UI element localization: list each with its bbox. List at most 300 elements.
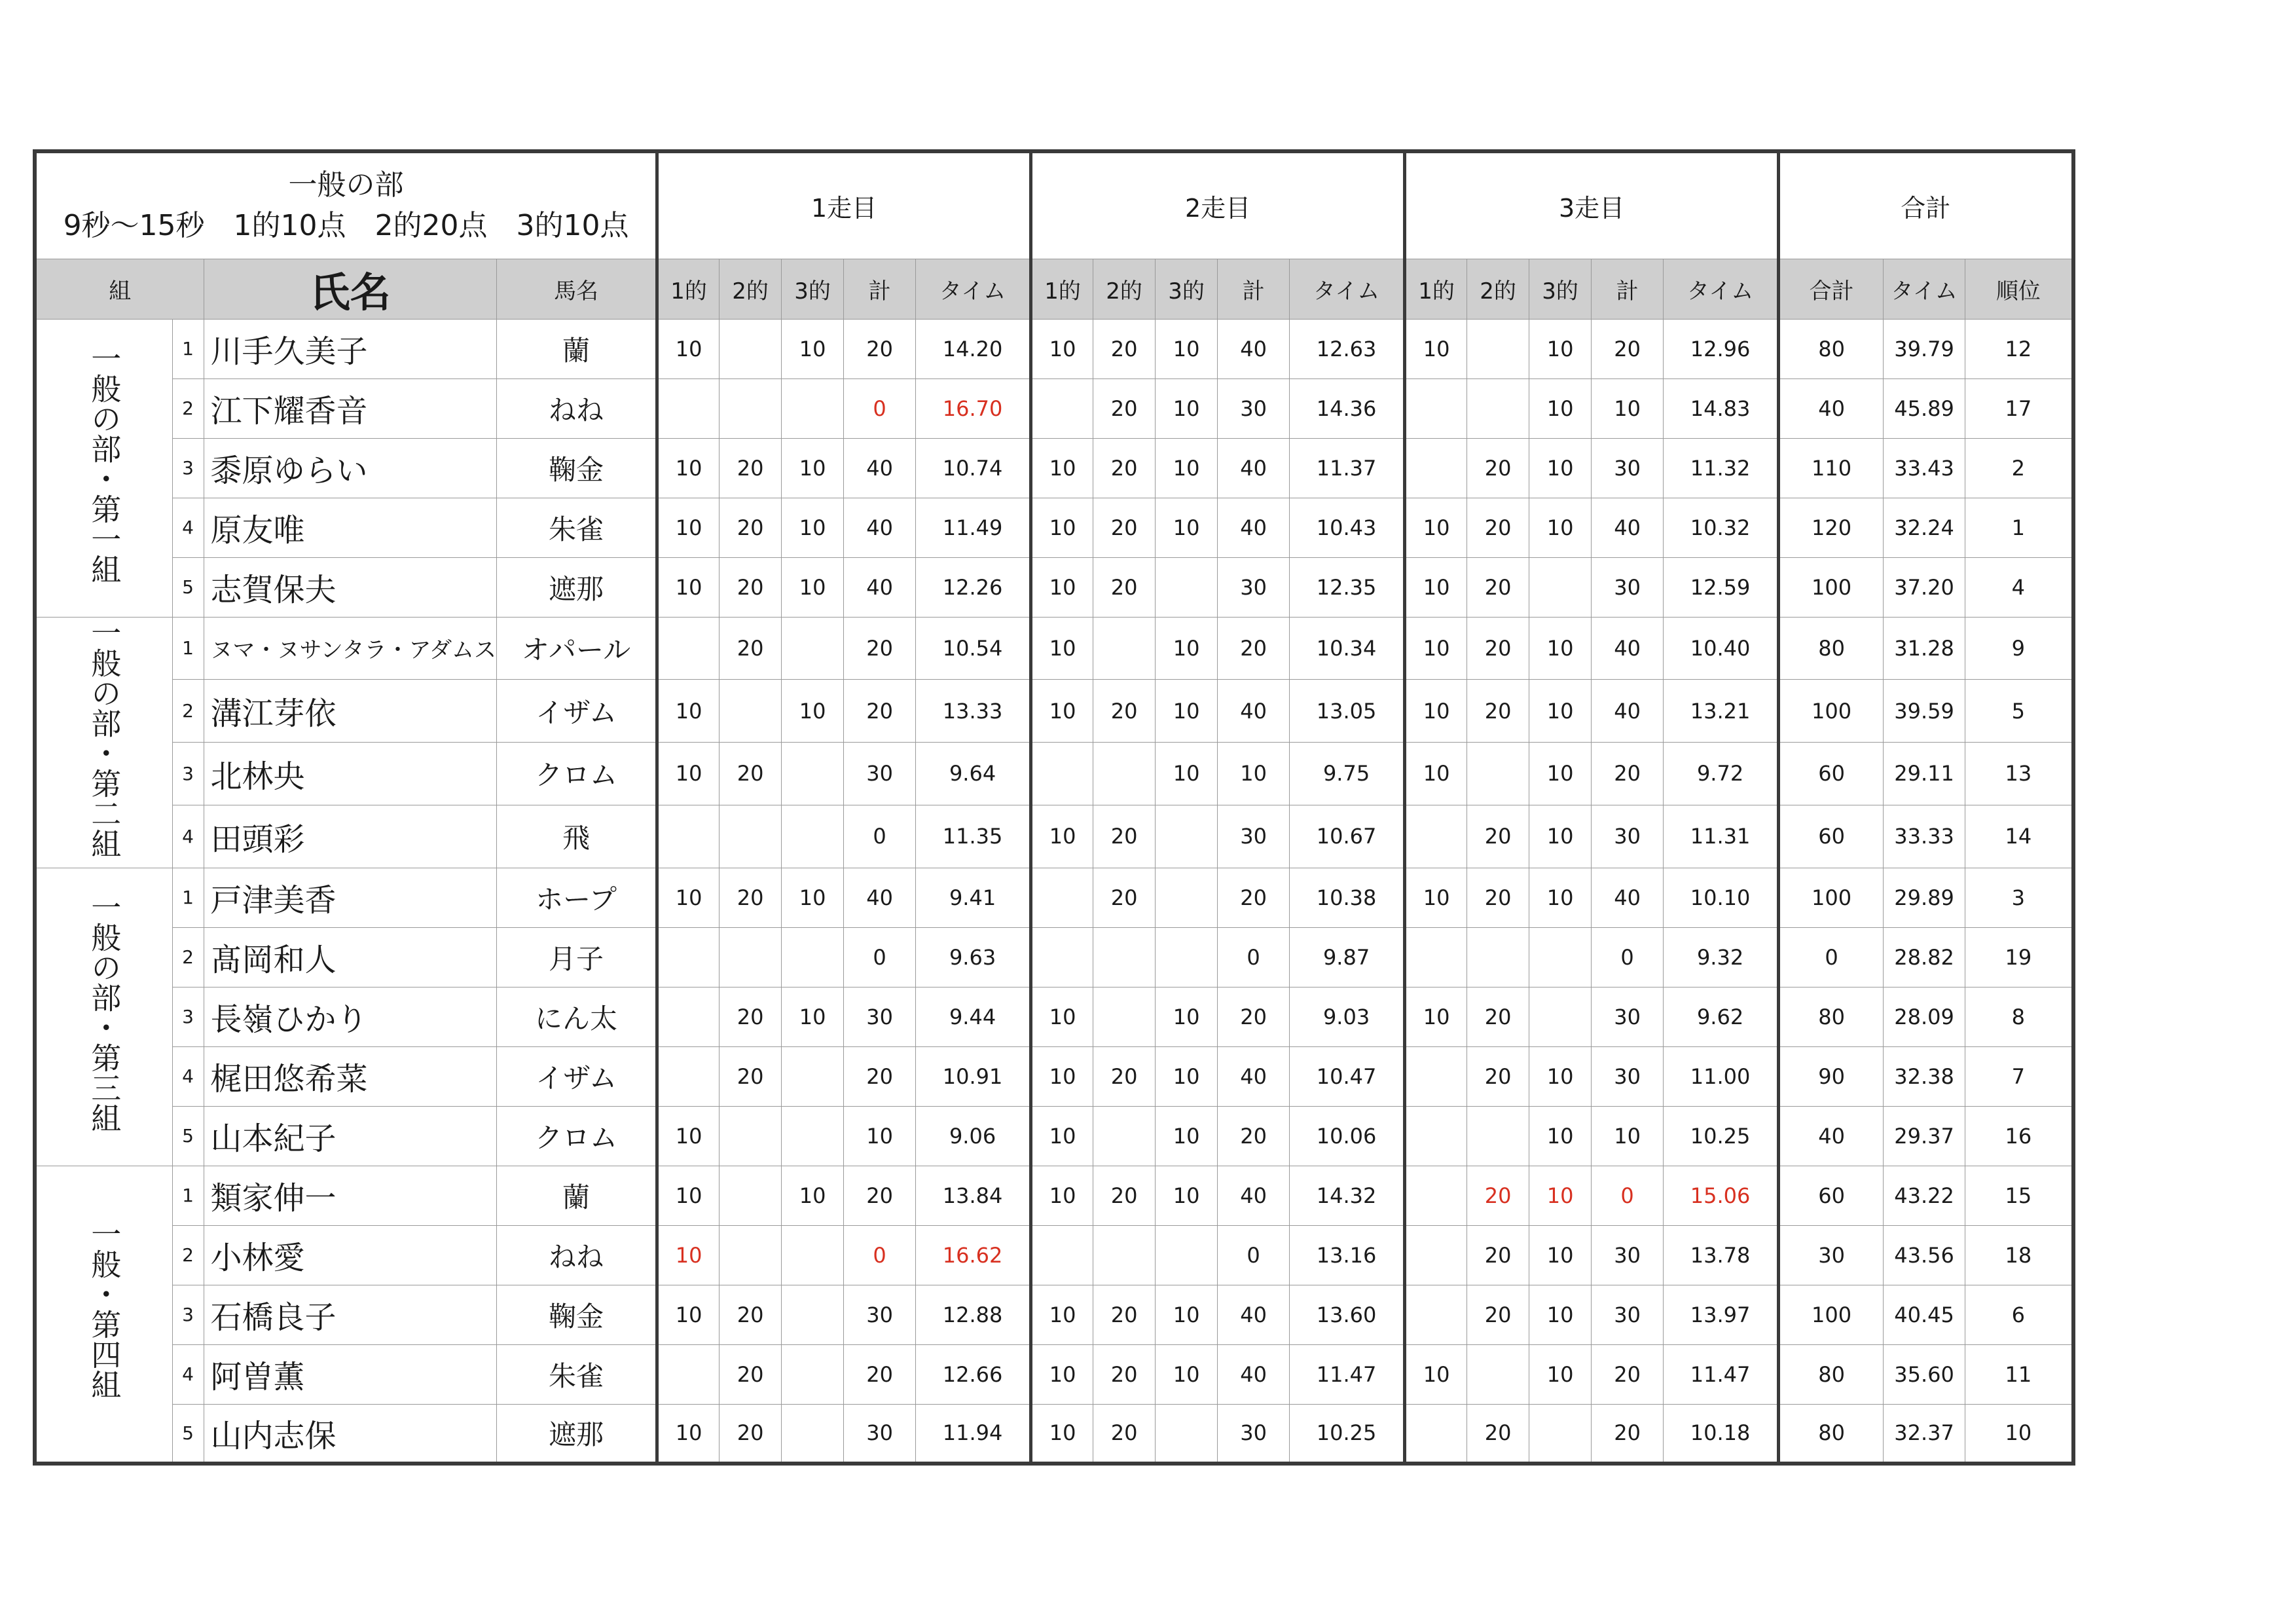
- r1-t1: 10: [657, 1285, 720, 1344]
- run3-header: 3走目: [1405, 151, 1779, 259]
- table-row: [35, 805, 2073, 868]
- r3-t1: [1405, 378, 1467, 438]
- r2-t2: [1093, 1106, 1156, 1166]
- r2-t1: [1031, 743, 1093, 805]
- r2-sum: 30: [1218, 1404, 1290, 1464]
- col-r2-t3: 3的: [1156, 259, 1218, 319]
- r3-sum: 40: [1592, 868, 1664, 927]
- r2-t2: 20: [1093, 680, 1156, 743]
- r1-t2: [720, 805, 782, 868]
- rider-name: 田頭彩: [204, 805, 497, 868]
- rider-name: 志賀保夫: [204, 557, 497, 617]
- table-row: [35, 617, 2073, 680]
- r2-time: 9.87: [1290, 927, 1405, 987]
- r3-t3: 10: [1529, 1225, 1592, 1285]
- r3-t1: 10: [1405, 743, 1467, 805]
- rank: 2: [1965, 438, 2073, 498]
- row-number: 4: [172, 1046, 204, 1106]
- r1-t1: 10: [657, 1225, 720, 1285]
- total-time: 29.11: [1884, 743, 1965, 805]
- row-number: 3: [172, 1285, 204, 1344]
- r3-t2: 20: [1467, 1404, 1529, 1464]
- r1-t2: 20: [720, 1046, 782, 1106]
- col-group: 組: [35, 259, 204, 319]
- r2-t1: 10: [1031, 987, 1093, 1046]
- r2-t2: 20: [1093, 1166, 1156, 1225]
- table-row: [35, 378, 2073, 438]
- r1-t2: 20: [720, 617, 782, 680]
- r1-time: 9.41: [916, 868, 1031, 927]
- r1-t3: 10: [782, 498, 844, 557]
- r1-t2: 20: [720, 438, 782, 498]
- r3-time: 10.40: [1664, 617, 1779, 680]
- rank: 3: [1965, 868, 2073, 927]
- r1-t3: 10: [782, 1166, 844, 1225]
- r2-sum: 20: [1218, 617, 1290, 680]
- r1-t2: 20: [720, 868, 782, 927]
- table-row: [35, 1285, 2073, 1344]
- r2-time: 10.34: [1290, 617, 1405, 680]
- r1-sum: 30: [844, 1404, 916, 1464]
- r2-t1: 10: [1031, 805, 1093, 868]
- r2-t1: 10: [1031, 1285, 1093, 1344]
- rank: 13: [1965, 743, 2073, 805]
- r3-t1: [1405, 1166, 1467, 1225]
- total-time: 45.89: [1884, 378, 1965, 438]
- r1-t1: [657, 1046, 720, 1106]
- row-number: 1: [172, 319, 204, 378]
- group-label-text: 一般・第四組: [86, 1219, 122, 1400]
- horse-name: 朱雀: [497, 1344, 657, 1404]
- r2-t2: 20: [1093, 438, 1156, 498]
- r3-t2: 20: [1467, 1285, 1529, 1344]
- row-number: 1: [172, 868, 204, 927]
- table-row: [35, 1404, 2073, 1464]
- r2-time: 12.63: [1290, 319, 1405, 378]
- r2-t2: [1093, 743, 1156, 805]
- r2-sum: 20: [1218, 987, 1290, 1046]
- r3-t3: [1529, 557, 1592, 617]
- r3-t2: [1467, 378, 1529, 438]
- r3-time: 9.72: [1664, 743, 1779, 805]
- r1-t2: 20: [720, 743, 782, 805]
- r2-sum: 40: [1218, 438, 1290, 498]
- total-time: 33.33: [1884, 805, 1965, 868]
- r2-sum: 40: [1218, 1285, 1290, 1344]
- col-rank: 順位: [1965, 259, 2073, 319]
- r1-t2: [720, 680, 782, 743]
- r3-t3: 10: [1529, 743, 1592, 805]
- r2-t2: [1093, 617, 1156, 680]
- r1-t1: 10: [657, 680, 720, 743]
- r2-t3: [1156, 868, 1218, 927]
- r1-time: 12.26: [916, 557, 1031, 617]
- r1-t1: [657, 617, 720, 680]
- r2-t1: [1031, 378, 1093, 438]
- total-score: 40: [1779, 378, 1884, 438]
- group-label-text: 一般の部・第一組: [86, 342, 122, 584]
- total-score: 0: [1779, 927, 1884, 987]
- table-row: [35, 1344, 2073, 1404]
- horse-name: 月子: [497, 927, 657, 987]
- r3-t3: [1529, 927, 1592, 987]
- r3-time: 13.21: [1664, 680, 1779, 743]
- col-r3-t1: 1的: [1405, 259, 1467, 319]
- r1-t3: 10: [782, 438, 844, 498]
- r1-t2: 20: [720, 1404, 782, 1464]
- r1-t3: [782, 743, 844, 805]
- r2-time: 11.47: [1290, 1344, 1405, 1404]
- r1-t2: [720, 1166, 782, 1225]
- rider-name: 北林央: [204, 743, 497, 805]
- horse-name: クロム: [497, 743, 657, 805]
- run2-header: 2走目: [1031, 151, 1405, 259]
- r3-t2: 20: [1467, 1166, 1529, 1225]
- r3-t2: 20: [1467, 557, 1529, 617]
- rank: 1: [1965, 498, 2073, 557]
- total-time: 28.82: [1884, 927, 1965, 987]
- r1-t2: 20: [720, 557, 782, 617]
- r3-sum: 30: [1592, 438, 1664, 498]
- r1-t3: [782, 617, 844, 680]
- r3-time: 10.32: [1664, 498, 1779, 557]
- rank: 18: [1965, 1225, 2073, 1285]
- rider-name: 溝江芽依: [204, 680, 497, 743]
- r3-sum: 30: [1592, 557, 1664, 617]
- r1-t1: 10: [657, 868, 720, 927]
- total-score: 60: [1779, 805, 1884, 868]
- r3-t1: [1405, 438, 1467, 498]
- r3-t2: 20: [1467, 617, 1529, 680]
- group-label: [35, 617, 172, 868]
- r3-t1: 10: [1405, 319, 1467, 378]
- r3-t1: [1405, 1404, 1467, 1464]
- r2-t2: 20: [1093, 1285, 1156, 1344]
- total-time: 29.89: [1884, 868, 1965, 927]
- r3-t1: [1405, 1285, 1467, 1344]
- table-row: [35, 498, 2073, 557]
- r3-t3: 10: [1529, 617, 1592, 680]
- r2-t1: 10: [1031, 1106, 1093, 1166]
- horse-name: 蘭: [497, 319, 657, 378]
- r2-time: 10.43: [1290, 498, 1405, 557]
- r2-t2: 20: [1093, 805, 1156, 868]
- r1-t1: 10: [657, 498, 720, 557]
- row-number: 2: [172, 378, 204, 438]
- r3-t2: [1467, 1106, 1529, 1166]
- total-score: 80: [1779, 617, 1884, 680]
- r1-sum: 30: [844, 1285, 916, 1344]
- r1-time: 12.88: [916, 1285, 1031, 1344]
- total-time: 35.60: [1884, 1344, 1965, 1404]
- r3-t2: [1467, 927, 1529, 987]
- r2-sum: 40: [1218, 1046, 1290, 1106]
- r1-sum: 30: [844, 743, 916, 805]
- total-score: 60: [1779, 743, 1884, 805]
- r3-time: 14.83: [1664, 378, 1779, 438]
- r1-t3: 10: [782, 868, 844, 927]
- results-table: [33, 149, 2075, 1466]
- r1-time: 11.35: [916, 805, 1031, 868]
- r1-sum: 20: [844, 319, 916, 378]
- table-row: [35, 438, 2073, 498]
- r2-t3: 10: [1156, 1166, 1218, 1225]
- horse-name: イザム: [497, 680, 657, 743]
- table-row: [35, 987, 2073, 1046]
- r2-t3: 10: [1156, 378, 1218, 438]
- row-number: 5: [172, 1404, 204, 1464]
- r2-t1: 10: [1031, 498, 1093, 557]
- r1-time: 11.94: [916, 1404, 1031, 1464]
- r3-t2: 20: [1467, 680, 1529, 743]
- r3-time: 10.25: [1664, 1106, 1779, 1166]
- r3-time: 12.59: [1664, 557, 1779, 617]
- r2-t3: 10: [1156, 617, 1218, 680]
- r3-sum: 40: [1592, 498, 1664, 557]
- total-score: 100: [1779, 680, 1884, 743]
- col-r1-t3: 3的: [782, 259, 844, 319]
- horse-name: ねね: [497, 378, 657, 438]
- rider-name: 小林愛: [204, 1225, 497, 1285]
- r2-sum: 40: [1218, 1166, 1290, 1225]
- col-r3-sum: 計: [1592, 259, 1664, 319]
- r3-sum: 30: [1592, 1285, 1664, 1344]
- r3-time: 12.96: [1664, 319, 1779, 378]
- r1-t3: [782, 805, 844, 868]
- r3-sum: 10: [1592, 378, 1664, 438]
- r1-sum: 20: [844, 1166, 916, 1225]
- r3-sum: 30: [1592, 805, 1664, 868]
- r3-t2: 20: [1467, 868, 1529, 927]
- r2-t1: 10: [1031, 1404, 1093, 1464]
- r3-time: 13.97: [1664, 1285, 1779, 1344]
- r3-t1: 10: [1405, 868, 1467, 927]
- r1-time: 11.49: [916, 498, 1031, 557]
- r3-time: 11.32: [1664, 438, 1779, 498]
- r2-t1: 10: [1031, 1166, 1093, 1225]
- r3-sum: 30: [1592, 1046, 1664, 1106]
- rank: 15: [1965, 1166, 2073, 1225]
- total-score: 80: [1779, 1344, 1884, 1404]
- table-row: [35, 743, 2073, 805]
- r2-time: 10.67: [1290, 805, 1405, 868]
- r2-time: 13.60: [1290, 1285, 1405, 1344]
- r2-time: 10.47: [1290, 1046, 1405, 1106]
- rider-name: 長嶺ひかり: [204, 987, 497, 1046]
- row-number: 5: [172, 1106, 204, 1166]
- rank: 4: [1965, 557, 2073, 617]
- r1-t1: 10: [657, 1166, 720, 1225]
- r1-t3: 10: [782, 987, 844, 1046]
- group-label: [35, 868, 172, 1166]
- r3-sum: 40: [1592, 617, 1664, 680]
- r3-time: 10.18: [1664, 1404, 1779, 1464]
- r3-t3: 10: [1529, 1106, 1592, 1166]
- r2-time: 9.03: [1290, 987, 1405, 1046]
- row-number: 2: [172, 680, 204, 743]
- r3-t1: 10: [1405, 987, 1467, 1046]
- r3-time: 15.06: [1664, 1166, 1779, 1225]
- r1-time: 9.44: [916, 987, 1031, 1046]
- r2-t2: 20: [1093, 557, 1156, 617]
- r1-t1: [657, 927, 720, 987]
- r2-t3: 10: [1156, 680, 1218, 743]
- r2-t3: 10: [1156, 498, 1218, 557]
- r1-sum: 40: [844, 557, 916, 617]
- r1-t1: [657, 1344, 720, 1404]
- r2-sum: 40: [1218, 1344, 1290, 1404]
- table-row: [35, 680, 2073, 743]
- col-r3-time: タイム: [1664, 259, 1779, 319]
- total-score: 80: [1779, 987, 1884, 1046]
- col-r2-sum: 計: [1218, 259, 1290, 319]
- r2-t1: [1031, 927, 1093, 987]
- r3-sum: 0: [1592, 927, 1664, 987]
- r2-t3: [1156, 1404, 1218, 1464]
- r1-time: 9.63: [916, 927, 1031, 987]
- r2-t1: [1031, 1225, 1093, 1285]
- r2-sum: 40: [1218, 498, 1290, 557]
- r1-t1: 10: [657, 438, 720, 498]
- r2-t3: 10: [1156, 987, 1218, 1046]
- total-time: 31.28: [1884, 617, 1965, 680]
- row-number: 4: [172, 1344, 204, 1404]
- r2-t1: 10: [1031, 557, 1093, 617]
- r1-time: 13.33: [916, 680, 1031, 743]
- r2-t2: [1093, 987, 1156, 1046]
- table-row: [35, 557, 2073, 617]
- r3-t1: 10: [1405, 498, 1467, 557]
- r3-t3: 10: [1529, 1285, 1592, 1344]
- r3-t3: 10: [1529, 868, 1592, 927]
- division-header: [35, 151, 657, 259]
- total-time: 29.37: [1884, 1106, 1965, 1166]
- r1-t1: [657, 805, 720, 868]
- rank: 12: [1965, 319, 2073, 378]
- total-time: 32.24: [1884, 498, 1965, 557]
- r3-t3: [1529, 1404, 1592, 1464]
- r1-time: 10.74: [916, 438, 1031, 498]
- r1-t2: 20: [720, 498, 782, 557]
- r2-t1: 10: [1031, 1344, 1093, 1404]
- horse-name: 蘭: [497, 1166, 657, 1225]
- row-number: 3: [172, 438, 204, 498]
- r1-t3: [782, 927, 844, 987]
- scoring-rules: 9秒～15秒 1的10点 2的20点 3的10点: [63, 209, 629, 243]
- r1-t2: [720, 1106, 782, 1166]
- col-r1-t2: 2的: [720, 259, 782, 319]
- r1-sum: 20: [844, 1344, 916, 1404]
- rider-name: 川手久美子: [204, 319, 497, 378]
- r2-time: 10.25: [1290, 1404, 1405, 1464]
- col-name: 氏名: [204, 259, 497, 319]
- total-time: 43.56: [1884, 1225, 1965, 1285]
- r1-time: 10.91: [916, 1046, 1031, 1106]
- r2-t2: 20: [1093, 319, 1156, 378]
- row-number: 4: [172, 498, 204, 557]
- r2-sum: 0: [1218, 1225, 1290, 1285]
- r3-time: 9.32: [1664, 927, 1779, 987]
- r3-time: 10.10: [1664, 868, 1779, 927]
- total-time: 40.45: [1884, 1285, 1965, 1344]
- r2-t2: 20: [1093, 1046, 1156, 1106]
- r2-t3: 10: [1156, 1106, 1218, 1166]
- r3-t3: 10: [1529, 1344, 1592, 1404]
- col-r2-t1: 1的: [1031, 259, 1093, 319]
- r3-t2: 20: [1467, 987, 1529, 1046]
- r1-t3: [782, 1106, 844, 1166]
- r3-t1: [1405, 1046, 1467, 1106]
- r1-t1: 10: [657, 557, 720, 617]
- r3-t3: 10: [1529, 1166, 1592, 1225]
- group-label-text: 一般の部・第二組: [86, 617, 122, 858]
- r2-sum: 30: [1218, 805, 1290, 868]
- table-row: [35, 1046, 2073, 1106]
- col-r1-time: タイム: [916, 259, 1031, 319]
- total-score: 60: [1779, 1166, 1884, 1225]
- r1-time: 14.20: [916, 319, 1031, 378]
- r1-t2: [720, 927, 782, 987]
- r2-time: 11.37: [1290, 438, 1405, 498]
- r1-sum: 10: [844, 1106, 916, 1166]
- total-time: 37.20: [1884, 557, 1965, 617]
- total-score: 80: [1779, 1404, 1884, 1464]
- horse-name: 鞠金: [497, 438, 657, 498]
- horse-name: 朱雀: [497, 498, 657, 557]
- col-total: 合計: [1779, 259, 1884, 319]
- r2-t2: 20: [1093, 1404, 1156, 1464]
- rank: 16: [1965, 1106, 2073, 1166]
- col-r2-t2: 2的: [1093, 259, 1156, 319]
- r1-t2: 20: [720, 1285, 782, 1344]
- r1-sum: 30: [844, 987, 916, 1046]
- horse-name: クロム: [497, 1106, 657, 1166]
- r2-t2: 20: [1093, 378, 1156, 438]
- r3-t1: 10: [1405, 617, 1467, 680]
- total-score: 80: [1779, 319, 1884, 378]
- r2-sum: 30: [1218, 378, 1290, 438]
- horse-name: ホープ: [497, 868, 657, 927]
- run1-header: 1走目: [657, 151, 1031, 259]
- total-time: 43.22: [1884, 1166, 1965, 1225]
- row-number: 2: [172, 927, 204, 987]
- r1-t3: [782, 1225, 844, 1285]
- r3-t1: 10: [1405, 557, 1467, 617]
- r3-t3: 10: [1529, 498, 1592, 557]
- r3-sum: 30: [1592, 1225, 1664, 1285]
- total-score: 30: [1779, 1225, 1884, 1285]
- table-row: [35, 927, 2073, 987]
- r1-sum: 0: [844, 378, 916, 438]
- r1-t2: 20: [720, 1344, 782, 1404]
- r1-sum: 40: [844, 868, 916, 927]
- col-r2-time: タイム: [1290, 259, 1405, 319]
- group-label-text: 一般の部・第三組: [86, 891, 122, 1133]
- col-r1-t1: 1的: [657, 259, 720, 319]
- r1-t2: [720, 1225, 782, 1285]
- r2-t3: [1156, 805, 1218, 868]
- rider-name: 髙岡和人: [204, 927, 497, 987]
- horse-name: 飛: [497, 805, 657, 868]
- rank: 5: [1965, 680, 2073, 743]
- horse-name: イザム: [497, 1046, 657, 1106]
- r2-t2: 20: [1093, 868, 1156, 927]
- rank: 19: [1965, 927, 2073, 987]
- horse-name: 遮那: [497, 557, 657, 617]
- rank: 7: [1965, 1046, 2073, 1106]
- r1-t2: [720, 319, 782, 378]
- r1-t3: [782, 1404, 844, 1464]
